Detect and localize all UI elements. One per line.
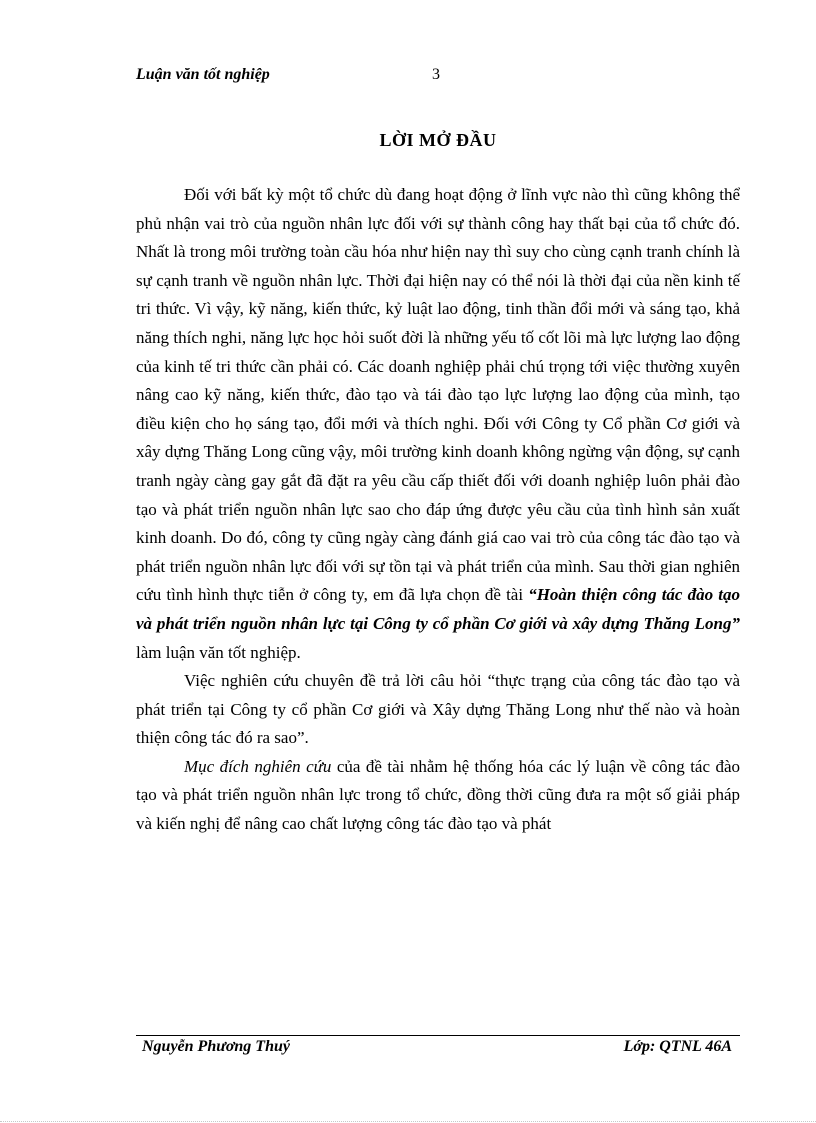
paragraph-2: Việc nghiên cứu chuyên đề trả lời câu hỏi “thực trạng của công tác đào tạo và phát triển tại Công ty cổ phần Cơ giới và Xây dựng Thăng Long như thế nào và hoàn thiện công tác đó ra sao”.	[136, 671, 740, 748]
footer-class: Lớp: QTNL 46A	[623, 1038, 732, 1055]
page-number: 3	[432, 66, 440, 83]
page-header	[136, 66, 740, 92]
footer-divider	[136, 1035, 740, 1036]
section-title: LỜI MỞ ĐẦU	[379, 130, 497, 150]
paragraph-1-text: Đối với bất kỳ một tổ chức dù đang hoạt động ở lĩnh vực nào thì cũng không thể phủ nhận vai trò của nguồn nhân lực đối với sự thành công hay thất bại của tổ chức đó. Nhất là trong môi trường toàn cầu hóa như hiện nay thì suy cho cùng cạnh tranh chính là sự cạnh tranh về nguồn nhân lực. Thời đại hiện nay có thể nói là thời đại của nền kinh tế tri thức. Vì vậy, kỹ năng, kiến thức, kỷ luật lao động, tinh thần đổi mới và sáng tạo, khả năng thích nghi, năng lực học hỏi suốt đời là những yếu tố cốt lõi mà lực lượng lao động của kinh tế tri thức cần phải có. Các doanh nghiệp phải chú trọng tới việc thường xuyên nâng cao kỹ năng, kiến thức, đào tạo và tái đào tạo lực lượng lao động của mình, tạo điều kiện cho họ sáng tạo, đổi mới và thích nghi. Đối với Công ty Cổ phần Cơ giới và xây dựng Thăng Long cũng vậy, môi trường kinh doanh không ngừng vận động, sự cạnh tranh ngày càng gay gắt đã đặt ra yêu cầu cấp thiết đối với doanh nghiệp luôn phải đào tạo và phát triển nguồn nhân lực sao cho đáp ứng được yêu cầu của tình hình sản xuất kinh doanh. Do đó, công ty cũng ngày càng đánh giá cao vai trò của công tác đào tạo và phát triển nguồn nhân lực đối với sự tồn tại và phát triển của mình. Sau thời gian nghiên cứu tình hình thực tiễn ở công ty, em đã lựa chọn đề tài	[136, 185, 740, 605]
paragraph-3-text: của đề tài nhằm hệ thống hóa các lý luận về công tác đào tạo và phát triển nguồn nhân lực trong tổ chức, đồng thời cũng đưa ra một số giải pháp và kiến nghị để nâng cao chất lượng công tác đào tạo và phát	[136, 756, 741, 834]
header-title: Luận văn tốt nghiệp	[136, 66, 270, 83]
thesis-topic: “Hoàn thiện công tác đào tạo và phát triển nguồn nhân lực tại Công ty cổ phần Cơ giới và xây dựng Thăng Long”	[136, 585, 740, 633]
paragraph-3	[136, 753, 740, 839]
paragraph-1-tail: làm luận văn tốt nghiệp.	[136, 642, 301, 662]
page-bottom-edge	[0, 1121, 816, 1122]
footer-author: Nguyễn Phương Thuý	[142, 1038, 290, 1055]
research-purpose-label: Mục đích nghiên cứu	[184, 756, 332, 776]
body-text	[136, 181, 740, 839]
paragraph-1	[136, 181, 740, 667]
page-footer	[136, 1038, 740, 1062]
